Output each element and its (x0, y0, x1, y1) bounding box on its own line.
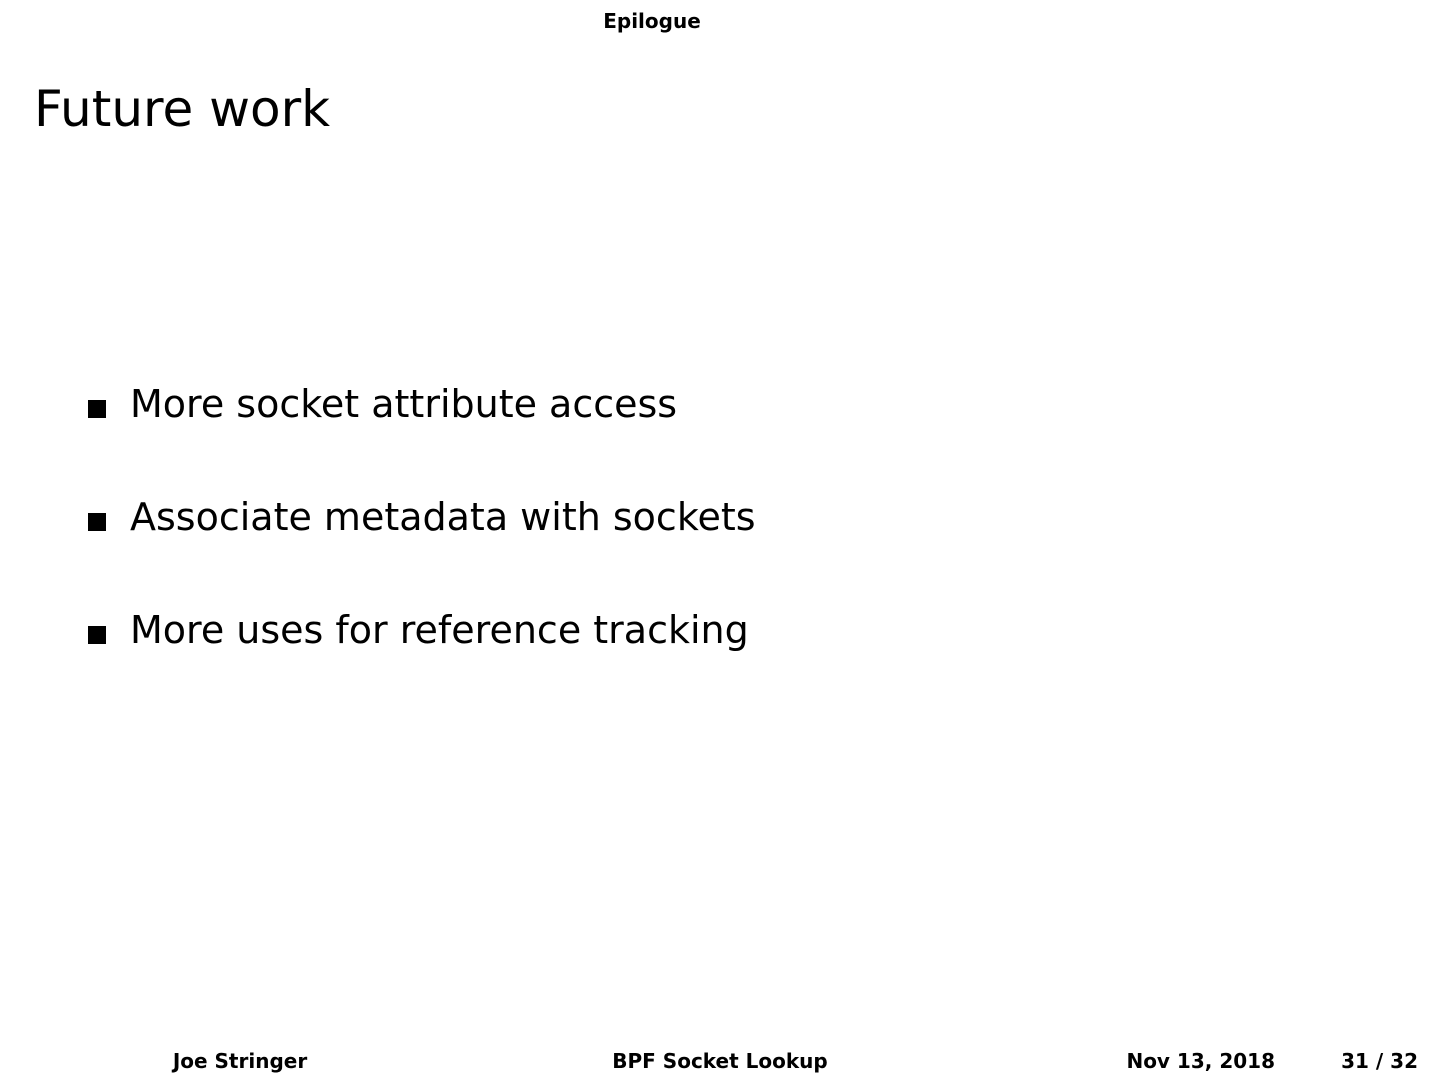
bullet-item (88, 489, 756, 545)
footer-author: Joe Stringer (172, 1049, 308, 1073)
bullet-item (88, 376, 756, 432)
square-bullet-icon (88, 400, 106, 418)
slide-footer (0, 1046, 1440, 1076)
square-bullet-icon (88, 626, 106, 644)
bullet-list (88, 376, 756, 658)
bullet-text: More uses for reference tracking (130, 608, 749, 652)
bullet-text: Associate metadata with sockets (130, 495, 756, 539)
bullet-item (88, 602, 756, 658)
footer-talk-title: BPF Socket Lookup (612, 1049, 828, 1073)
bullet-text: More socket attribute access (130, 382, 678, 426)
footer-page-number: 31 / 32 (1341, 1049, 1418, 1073)
footer-date: Nov 13, 2018 (1126, 1049, 1275, 1073)
square-bullet-icon (88, 513, 106, 531)
slide-title: Future work (34, 80, 331, 138)
section-header: Epilogue (603, 9, 701, 33)
